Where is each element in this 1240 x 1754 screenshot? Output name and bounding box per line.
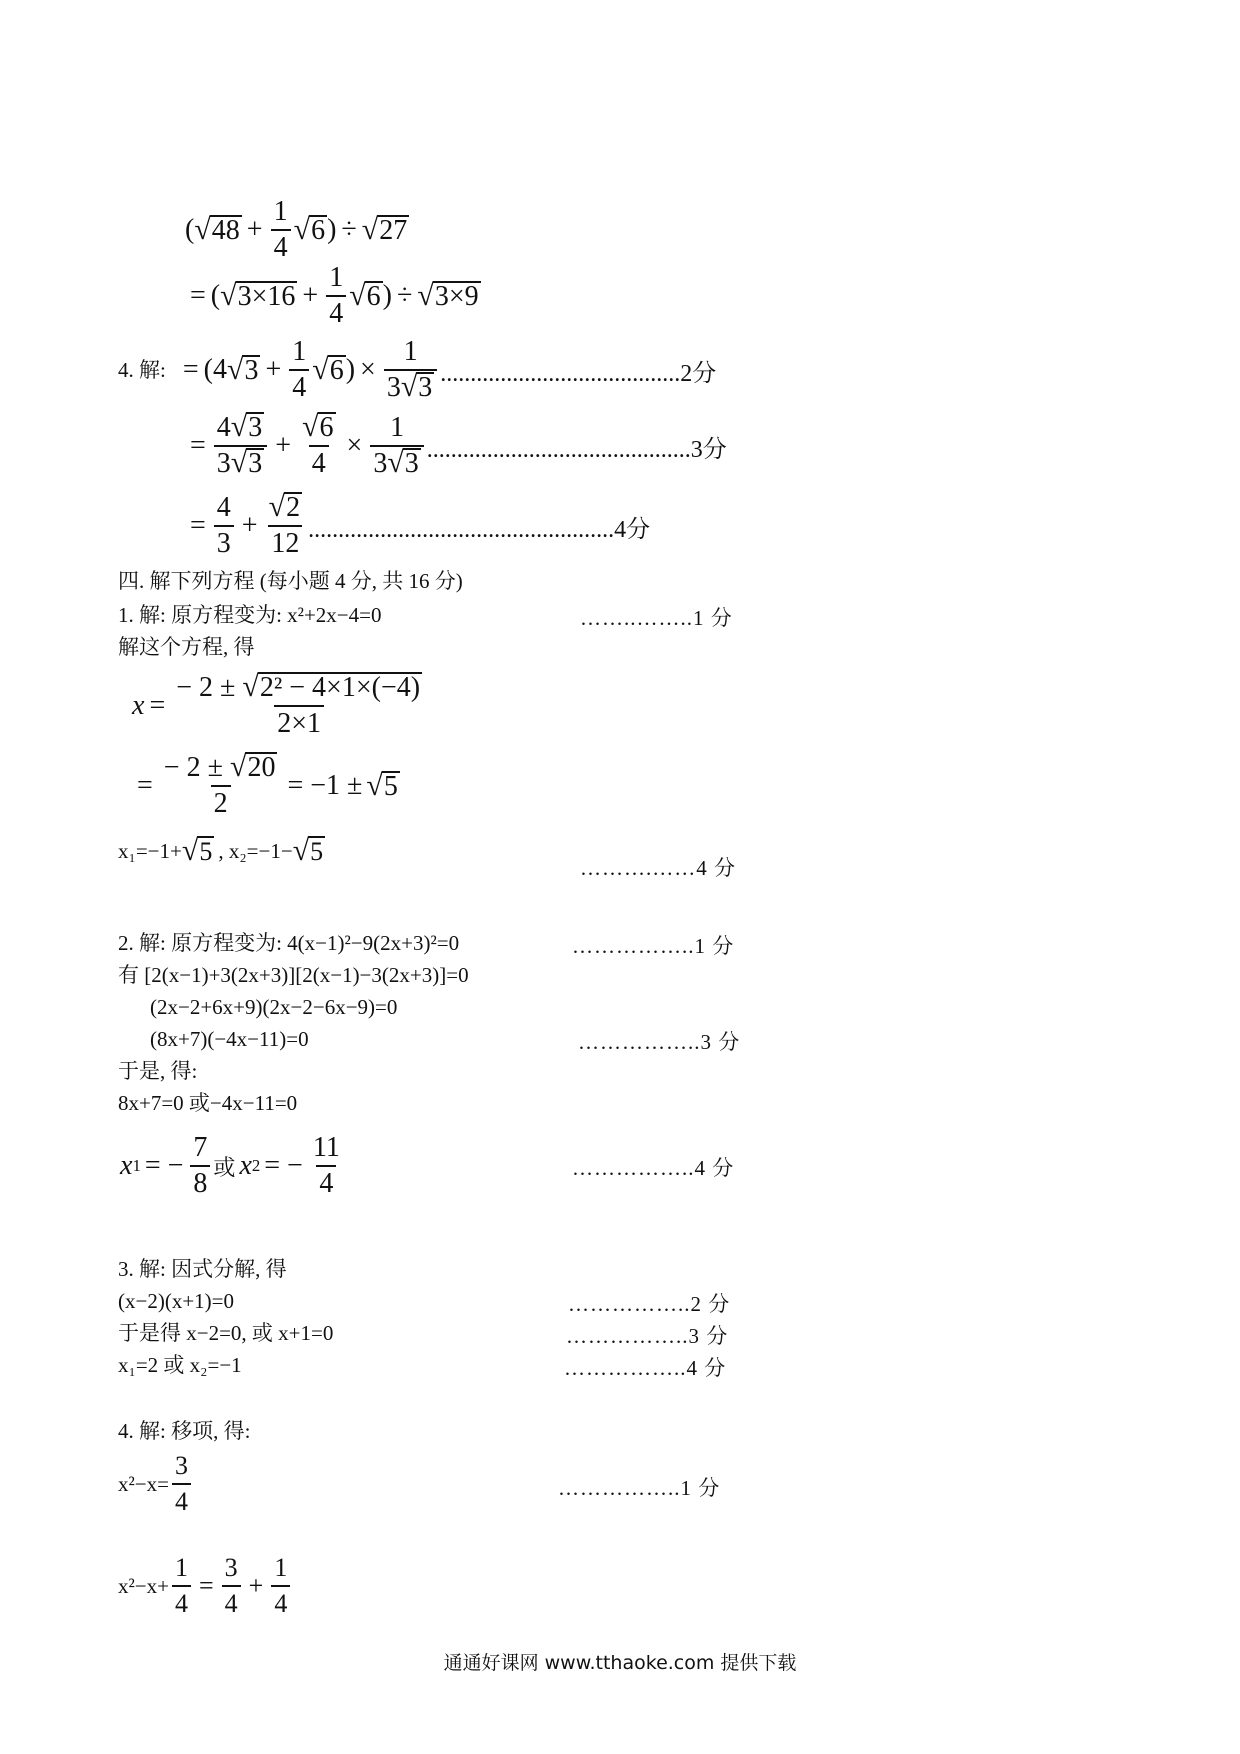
score-points: ...................................................4分 <box>308 516 651 543</box>
math-line: = − 2 ± √ 20 2 = −1 ± √ 5 <box>137 750 398 819</box>
radical: √ 3 <box>230 446 263 479</box>
radical: √ 3 <box>400 370 433 403</box>
fraction: 1 3 √ 3 <box>370 412 423 480</box>
radical: √ 3 <box>387 446 419 479</box>
radical: √ 6 <box>293 213 326 246</box>
math-line: = $\frac{4}{3}$ + √ 2 12 ...................................................4分 <box>190 490 651 559</box>
radical: √ 5 <box>292 834 324 867</box>
radical: √ 3×16 <box>220 279 296 312</box>
page-footer: 通通好课网 www.tthaoke.com 提供下载 <box>443 1652 797 1674</box>
fraction: $\frac{1}{4}$ <box>271 196 291 264</box>
score-points: ……………..4 分 <box>564 1356 727 1380</box>
roots-line: x₁=−1+ √ 5 , x₂=−1− √ 5 <box>118 834 324 867</box>
radical: √ 3 <box>230 410 263 443</box>
quadratic-formula: x = − 2 ± √ 2² − 4×1×(−4) 2×1 <box>132 672 428 740</box>
fraction: $\frac{1}{4}$ <box>326 262 346 330</box>
q2-line3: (2x−2+6x+9)(2x−2−6x−9)=0 <box>150 995 398 1019</box>
score-points: ……………..1 分 <box>572 934 735 958</box>
fraction: 1 3 √ 3 <box>384 336 437 404</box>
q3-line4: x₁=2 或 x₂=−1 <box>118 1353 242 1377</box>
fraction: $\frac{3}{4}$ <box>172 1450 191 1518</box>
radical: √ 5 <box>181 834 213 867</box>
math-line: = ( √ 3×16 + $\frac{1}{4}$ √ 6 ) ÷ √ 3×9 <box>190 262 479 329</box>
q1-line2: 解这个方程, 得 <box>118 635 255 659</box>
q2-line6: 8x+7=0 或−4x−11=0 <box>118 1091 298 1115</box>
radical: √ 6 <box>349 279 381 312</box>
score-points: ……….……4 分 <box>580 856 736 880</box>
q1-line1: 1. 解: 原方程变为: x²+2x−4=0 <box>118 603 382 627</box>
math-line: ( √ 48 + $\frac{1}{4}$ √ 6 ) ÷ √ 27 <box>185 196 408 263</box>
q2-line1: 2. 解: 原方程变为: 4(x−1)²−9(2x+3)²=0 <box>118 931 460 955</box>
q3-line2: (x−2)(x+1)=0 <box>118 1289 235 1313</box>
fraction: $\frac{11}{4}$ <box>312 1132 340 1199</box>
radical: √ 27 <box>361 213 408 246</box>
fraction: $\frac{1}{4}$ <box>271 1552 290 1620</box>
fraction: √ 2 12 <box>266 492 305 560</box>
radical: √ 20 <box>229 750 276 783</box>
radical: √ 6 <box>312 353 344 386</box>
radical: √ 5 <box>366 769 398 802</box>
fraction: 4 √ 3 3 √ 3 <box>214 412 267 480</box>
math-line: 4. 解: = ( 4 √ 3 + $\frac{1}{4}$ √ 6 ) × 1 3 √ 3 ........................................2分 <box>118 336 717 403</box>
score-points: ........................................2分 <box>440 360 717 387</box>
final-roots: x 1 = − $\frac{7}{8}$ 或 x 2 = − $\frac{11}{4}$ <box>120 1132 346 1200</box>
q4-eq1: x²−x= $\frac{3}{4}$ <box>118 1450 194 1518</box>
fraction: $\frac{4}{3}$ <box>214 492 234 560</box>
q3-line1: 3. 解: 因式分解, 得 <box>118 1257 287 1281</box>
score-points: ……………..3 分 <box>578 1030 741 1054</box>
radical: √ 2 <box>268 490 301 523</box>
fraction: − 2 ± √ 20 2 <box>163 750 276 819</box>
q2-line2: 有 [2(x−1)+3(2x+3)][2(x−1)−3(2x+3)]=0 <box>118 963 469 987</box>
score-points: ……………..3 分 <box>566 1324 729 1348</box>
section-heading: 四. 解下列方程 (每小题 4 分, 共 16 分) <box>118 569 463 593</box>
q2-line4: (8x+7)(−4x−11)=0 <box>150 1027 309 1051</box>
radical: √ 2² − 4×1×(−4) <box>242 670 421 703</box>
fraction: $\frac{1}{4}$ <box>289 336 309 404</box>
fraction: √ 6 4 <box>302 410 334 479</box>
score-points: ……………..1 分 <box>558 1476 721 1500</box>
radical: √ 48 <box>194 213 240 246</box>
fraction: $\frac{1}{4}$ <box>172 1552 191 1620</box>
q4-line1: 4. 解: 移项, 得: <box>118 1419 251 1443</box>
radical: √ 6 <box>302 410 334 443</box>
math-line: = 4 √ 3 3 √ 3 + √ 6 4 × 1 3 √ 3 ............................................3分 <box>190 410 727 479</box>
score-points: ……………..2 分 <box>568 1292 731 1316</box>
q4-eq2: x²−x+ $\frac{1}{4}$ = $\frac{3}{4}$ + $\frac{1}{4}$ <box>118 1552 293 1620</box>
score-points: ............................................3分 <box>426 436 727 463</box>
radical: √ 3 <box>226 353 259 386</box>
fraction: $\frac{7}{8}$ <box>190 1132 210 1200</box>
score-points: ……………..4 分 <box>572 1156 735 1180</box>
fraction: − 2 ± √ 2² − 4×1×(−4) 2×1 <box>176 670 421 739</box>
q2-line5: 于是, 得: <box>118 1059 198 1083</box>
fraction: $\frac{3}{4}$ <box>222 1552 241 1620</box>
score-points: ……..……..1 分 <box>580 606 733 630</box>
q3-line3: 于是得 x−2=0, 或 x+1=0 <box>118 1321 334 1345</box>
radical: √ 3×9 <box>417 279 479 312</box>
